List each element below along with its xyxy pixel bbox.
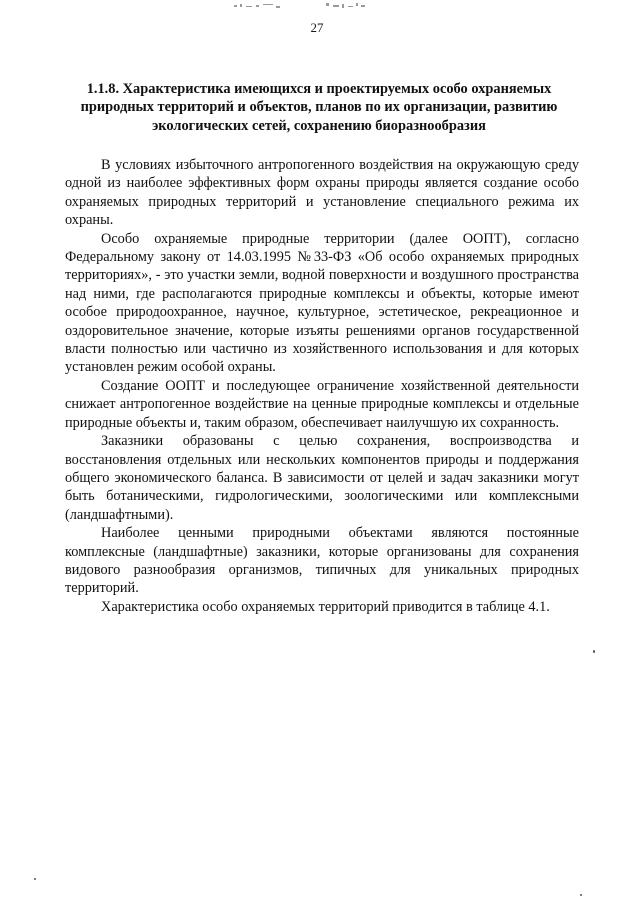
paragraph: Заказники образованы с целью сохранения, воспроизводства и восстановления отдельных или нескольких компонентов природы и поддержания общего экономического баланса. В зависимости от целей и задач заказники могут быть ботаническими, гидрологическими, зоологическими или комплексными (ландшафтными). [65, 433, 579, 523]
paragraph: В условиях избыточного антропогенного воздействия на окружающую среду одной из наиболее эффективных форм охраны природы является создание особо охраняемых природных территорий и установление специального режима их охраны. [65, 157, 579, 229]
scan-speck [580, 894, 582, 896]
paragraph: Наиболее ценными природными объектами являются постоянные комплексные (ландшафтные) заказники, которые организованы для сохранения видового разнообразия организмов, типичных для уникальных природных территорий. [65, 525, 579, 597]
scan-speck [593, 650, 595, 653]
paragraph: Характеристика особо охраняемых территорий приводится в таблице 4.1. [101, 598, 550, 615]
page-number: 27 [310, 20, 324, 35]
scan-artifact [230, 0, 380, 14]
paragraph: Особо охраняемые природные территории (далее ООПТ), согласно Федеральному закону от 14.03.1995 №33-ФЗ «Об особо охраняемых природных территориях», - это участки земли, водной поверхности и воздушного пространства над ними, где располагаются природные комплексы и объекты, которые имеют особое природоохранное, научное, культурное, эстетическое, рекреационное и оздоровительное значение, которые изъяты решениями органов государственной власти полностью или частично из хозяйственного использования и для которых установлен режим особой охраны. [65, 230, 579, 376]
section-heading: 1.1.8. Характеристика имеющихся и проектируемых особо охраняемых природных территорий и объектов, планов по их организации, развитию экологических сетей, сохранению биоразнообразия [80, 81, 558, 134]
scan-speck [34, 878, 36, 880]
body-text [65, 156, 579, 616]
paragraph: Создание ООПТ и последующее ограничение хозяйственной деятельности снижает антропогенное воздействие на ценные природные комплексы и отдельные природные объекты и, таким образом, обеспечивает наилучшую их сохранность. [65, 377, 579, 431]
